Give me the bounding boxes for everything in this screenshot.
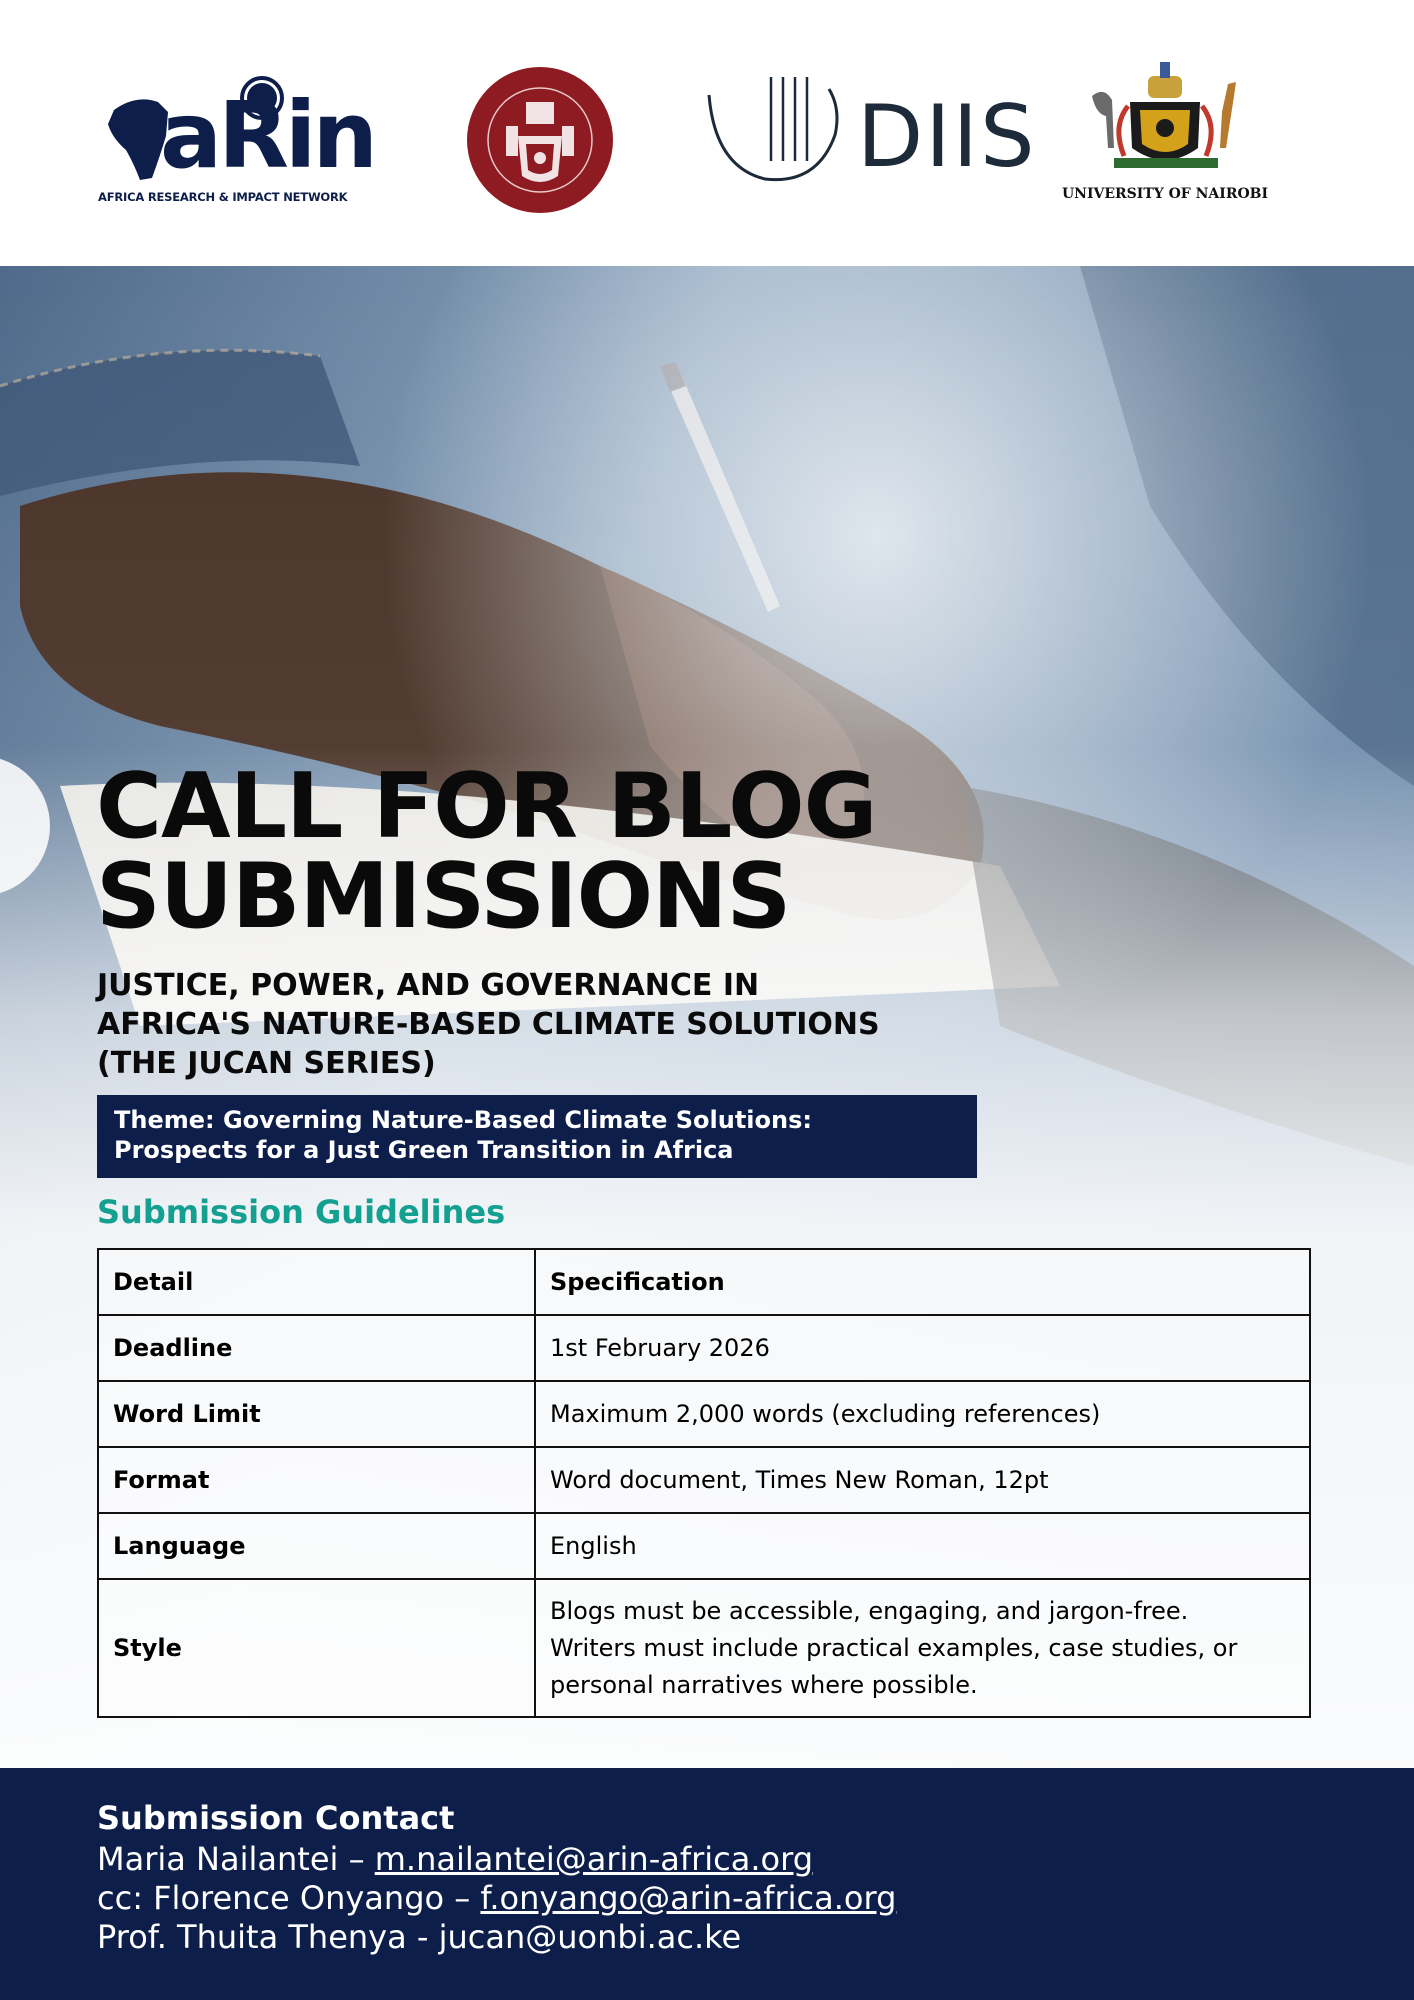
style-line-1: Blogs must be accessible, engaging, and jargon-free. [550, 1596, 1189, 1625]
row-detail: Deadline [98, 1315, 535, 1381]
diis-logo [705, 75, 1037, 205]
style-line-3: personal narratives where possible. [550, 1670, 978, 1699]
table-row [98, 1513, 1310, 1579]
email-link-onyango[interactable]: f.onyango@arin-africa.org [480, 1879, 897, 1917]
contact-line-3: Prof. Thuita Thenya - jucan@uonbi.ac.ke [97, 1918, 742, 1956]
table-row [98, 1381, 1310, 1447]
subtitle-line-2: AFRICA'S NATURE-BASED CLIMATE SOLUTIONS [97, 1007, 880, 1042]
subtitle-line-1: JUSTICE, POWER, AND GOVERNANCE IN [97, 968, 760, 1003]
diis-arc-mark [705, 75, 855, 205]
theme-line-1: Theme: Governing Nature-Based Climate Solutions: [114, 1106, 812, 1134]
style-line-2: Writers must include practical examples, case studies, or [550, 1633, 1238, 1662]
arin-wordmark: aRin [160, 82, 374, 189]
header-detail: Detail [98, 1249, 535, 1315]
row-spec: English [535, 1513, 1310, 1579]
contact-heading: Submission Contact [97, 1799, 455, 1837]
contact-footer [0, 1768, 1414, 2000]
row-spec: Maximum 2,000 words (excluding references) [535, 1381, 1310, 1447]
row-spec [535, 1579, 1310, 1717]
arin-tagline: AFRICA RESEARCH & IMPACT NETWORK [98, 190, 348, 204]
row-detail: Style [98, 1579, 535, 1717]
table-row [98, 1447, 1310, 1513]
seal-icon [466, 66, 614, 214]
university-of-nairobi-logo [1050, 56, 1280, 210]
contact-name-1: Maria Nailantei – [97, 1840, 375, 1878]
row-spec: Word document, Times New Roman, 12pt [535, 1447, 1310, 1513]
row-spec: 1st February 2026 [535, 1315, 1310, 1381]
guidelines-heading: Submission Guidelines [97, 1193, 506, 1231]
nairobi-name: UNIVERSITY OF NAIROBI [1061, 186, 1269, 202]
logo-header [0, 0, 1414, 266]
row-detail: Language [98, 1513, 535, 1579]
contact-line-1 [97, 1839, 813, 1879]
theme-banner [97, 1095, 977, 1178]
theme-line-2: Prospects for a Just Green Transition in Africa [114, 1136, 734, 1164]
title-line-2: SUBMISSIONS [96, 844, 791, 949]
contact-line-2 [97, 1878, 896, 1918]
header-specification: Specification [535, 1249, 1310, 1315]
row-detail: Format [98, 1447, 535, 1513]
row-detail: Word Limit [98, 1381, 535, 1447]
table-header-row [98, 1249, 1310, 1315]
contact-name-2: cc: Florence Onyango – [97, 1879, 481, 1917]
table-row [98, 1315, 1310, 1381]
copenhagen-seal-logo [466, 66, 614, 214]
subtitle-line-3: (THE JUCAN SERIES) [97, 1046, 436, 1081]
email-link-nailantei[interactable]: m.nailantei@arin-africa.org [374, 1840, 814, 1878]
title-line-1: CALL FOR BLOG [96, 754, 877, 859]
series-subtitle [97, 966, 997, 1083]
table-row [98, 1579, 1310, 1717]
diis-wordmark: DIIS [857, 87, 1037, 187]
nairobi-crest-icon [1050, 56, 1280, 182]
arin-logo [96, 76, 374, 206]
page-title [96, 754, 877, 949]
guidelines-table [97, 1248, 1311, 1718]
